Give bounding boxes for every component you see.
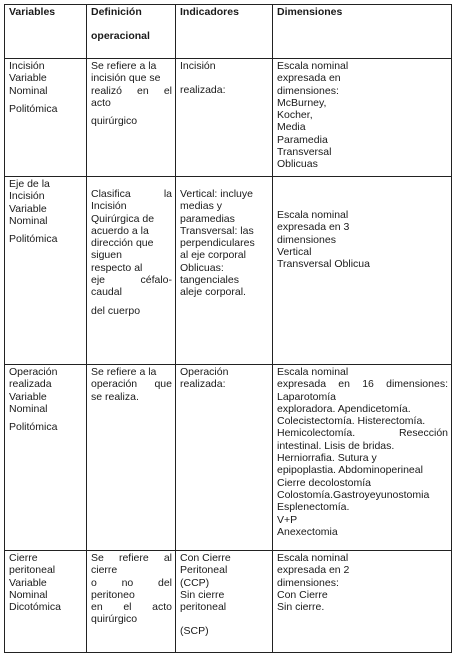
table-row	[5, 59, 452, 177]
table-row	[5, 177, 452, 365]
header-indicadores: Indicadores	[176, 5, 273, 59]
cell-indicadores: Vertical: incluye medias y paramedias Transversal: las perpendiculares al eje corporal Oblicuas: tangenciales aleje corporal.	[176, 177, 273, 365]
variables-table	[4, 4, 452, 653]
cell-indicadores: Operación realizada:	[176, 365, 273, 551]
header-row	[5, 5, 452, 59]
header-variables: Variables	[5, 5, 87, 59]
header-dimensiones: Dimensiones	[273, 5, 452, 59]
header-definicion: Definición operacional	[87, 5, 176, 59]
cell-dimensiones: Escala nominal expresada en 2 dimensiones: Con Cierre Sin cierre.	[273, 551, 452, 653]
table-row	[5, 365, 452, 551]
cell-dimensiones: Escala nominal expresada en dimensiones: McBurney, Kocher, Media Paramedia Transversal Oblicuas	[273, 59, 452, 177]
table-row	[5, 551, 452, 653]
cell-dimensiones: Escala nominal expresada en 3 dimensiones Vertical Transversal Oblicua	[273, 177, 452, 365]
cell-indicadores: Con Cierre Peritoneal (CCP) Sin cierre peritoneal (SCP)	[176, 551, 273, 653]
cell-variable: Incisión Variable Nominal Politómica	[5, 59, 87, 177]
cell-indicadores: Incisión realizada:	[176, 59, 273, 177]
cell-dimensiones: Escala nominal expresada en 16 dimensiones: Laparotomía exploradora. Apendicetomía. Colecistectomía. Histerectomía. Hemicolectomía. Resección intestinal. Lisis de bridas. Herniorrafia. Sutura y epipoplastia. Abdominoperineal Cierre decolostomía Colostomía.Gastroyeyunostomia Esplenectomía. V+P Anexectomia	[273, 365, 452, 551]
cell-definicion: Se refiere a la operación que se realiza.	[87, 365, 176, 551]
cell-variable: Cierre peritoneal Variable Nominal Dicotómica	[5, 551, 87, 653]
cell-definicion: Se refiere al cierre o no del peritoneo en el acto quirúrgico	[87, 551, 176, 653]
cell-definicion: Clasifica la Incisión Quirúrgica de acuerdo a la dirección que siguen respecto al eje céfalo- caudal del cuerpo	[87, 177, 176, 365]
cell-variable: Eje de la Incisión Variable Nominal Politómica	[5, 177, 87, 365]
cell-variable: Operación realizada Variable Nominal Politómica	[5, 365, 87, 551]
cell-definicion: Se refiere a la incisión que se realizó en el acto quirúrgico	[87, 59, 176, 177]
